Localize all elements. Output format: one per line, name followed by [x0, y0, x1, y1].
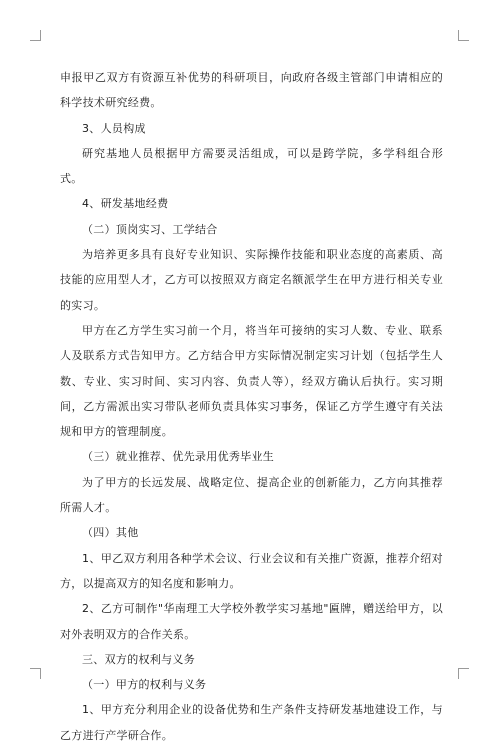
crop-mark-bottom-right — [458, 668, 469, 679]
paragraph: 甲方在乙方学生实习前一个月，将当年可接纳的实习人数、专业、联系人及联系方式告知甲方。乙方结合甲方实际情况制定实习计划（包括学生人数、专业、实习时间、实习内容、负责人等），经双方确认后执行。实习期间，乙方需派出实习带队老师负责具体实习事务，保证乙方学生遵守有关法规和甲方的管理制度。 — [60, 323, 443, 439]
paragraph: 1、甲乙双方利用各种学术会议、行业会议和有关推广资源，推荐介绍对方，以提高双方的知名度和影响力。 — [60, 551, 443, 590]
section-heading: （三）就业推荐、优先录用优秀毕业生 — [82, 450, 275, 464]
crop-mark-top-right — [458, 30, 469, 41]
section-heading: （四）其他 — [82, 526, 139, 540]
paragraph: 1、甲方充分利用企业的设备优势和生产条件支持研发基地建设工作，与乙方进行产学研合作。 — [60, 703, 443, 742]
paragraph: 为了甲方的长远发展、战略定位、提高企业的创新能力，乙方向其推荐所需人才。 — [60, 475, 443, 515]
crop-mark-top-left — [30, 30, 41, 41]
document-body — [60, 65, 443, 748]
section-heading: （二）顶岗实习、工学结合 — [82, 222, 218, 236]
paragraph: 3、人员构成 — [82, 121, 146, 135]
paragraph: 2、乙方可制作"华南理工大学校外教学实习基地"匾牌，赠送给甲方，以对外表明双方的合作关系。 — [60, 602, 443, 641]
paragraph: 为培养更多具有良好专业知识、实际操作技能和职业态度的高素质、高技能的应用型人才，乙方可以按照双方商定名额派学生在甲方进行相关专业的实习。 — [60, 248, 443, 312]
section-heading: 三、双方的权利与义务 — [82, 652, 195, 666]
paragraph: 申报甲乙双方有资源互补优势的科研项目，向政府各级主管部门申请相应的科学技术研究经费。 — [60, 71, 443, 110]
section-heading: （一）甲方的权利与义务 — [82, 678, 207, 692]
paragraph: 4、研发基地经费 — [82, 197, 169, 211]
paragraph: 研究基地人员根据甲方需要灵活组成，可以是跨学院，多学科组合形式。 — [60, 146, 443, 186]
crop-mark-bottom-left — [30, 668, 41, 679]
